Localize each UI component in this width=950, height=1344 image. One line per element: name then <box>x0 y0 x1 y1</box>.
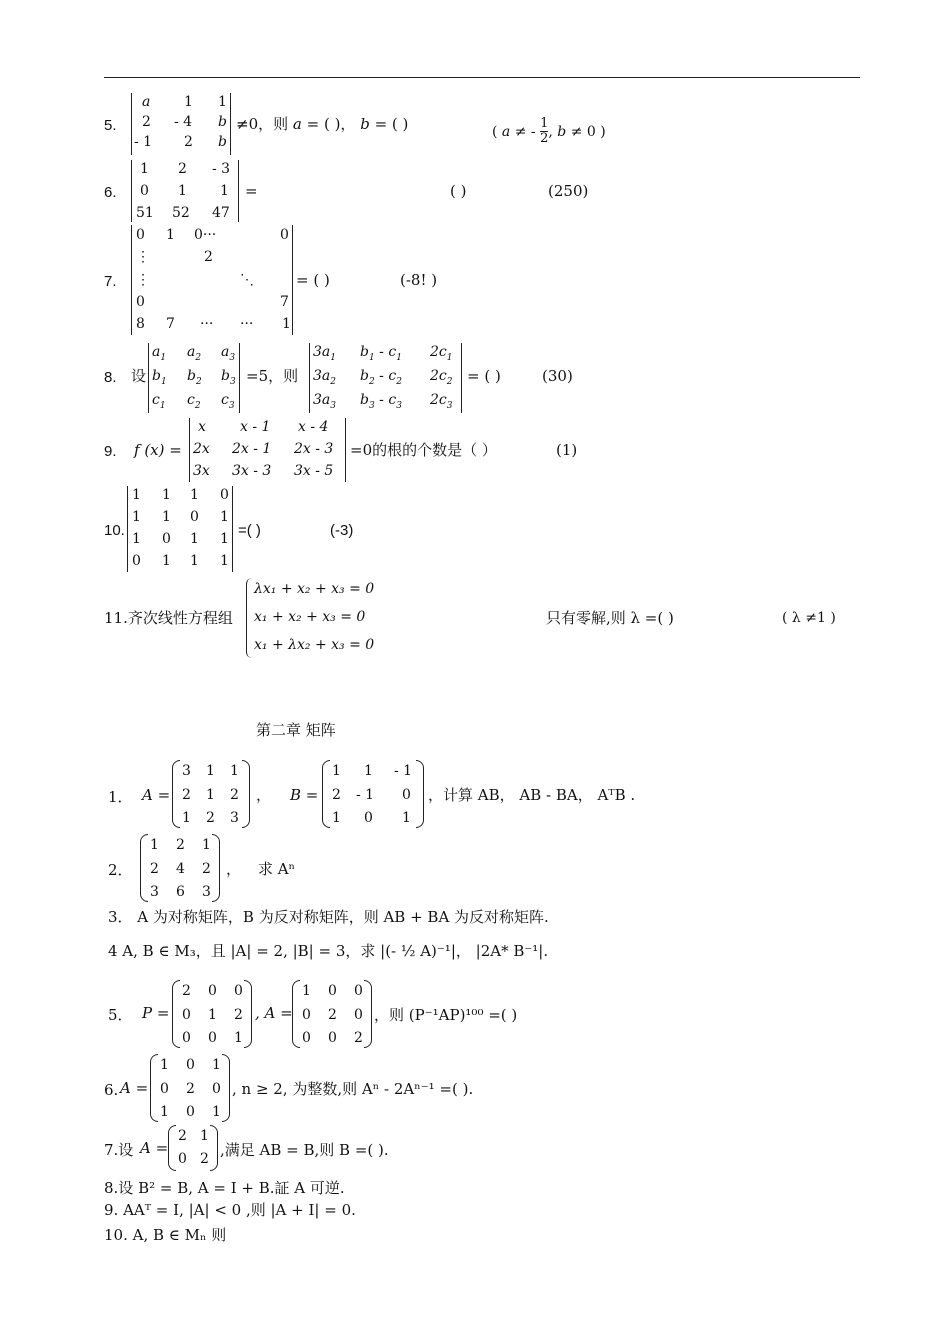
problem-9-text: =0的根的个数是（ ） <box>350 441 497 459</box>
problem-11-eq-1: λx₁ + x₂ + x₃ = 0 <box>254 581 375 597</box>
problem-9-number: 9. <box>104 443 117 460</box>
problem-5-text: ≠0，则 a = ( )， b = ( ) <box>236 115 409 133</box>
ch2-q5-text: ，则 (P⁻¹AP)¹⁰⁰ =( ) <box>374 1006 518 1024</box>
ch2-q7-number: 7.设 <box>104 1141 134 1159</box>
ch2-q3: 3． A 为对称矩阵，B 为反对称矩阵，则 AB + BA 为反对称矩阵. <box>108 908 549 926</box>
problem-11-eq-2: x₁ + x₂ + x₃ = 0 <box>254 609 366 625</box>
ch2-q10: 10. A, B ∈ Mₙ 则 <box>104 1226 227 1244</box>
ch2-q1-number: 1． <box>108 788 133 806</box>
problem-9-lhs: f (x) = <box>134 441 182 459</box>
problem-10-answer: (-3) <box>330 522 354 539</box>
problem-5-determinant: a 1 1 2 - 4 b - 1 2 b <box>131 93 231 155</box>
problem-7-answer: (-8! ) <box>400 271 438 289</box>
problem-8-answer: (30) <box>542 367 573 385</box>
ch2-q1-text: ，计算 AB， AB - BA， AᵀB . <box>428 786 636 804</box>
ch2-q8: 8.设 B² = B, A = I + B.証 A 可逆. <box>104 1179 345 1197</box>
problem-5-answer: ( a ≠ - $\frac{1}{2}$ , b ≠ 0 ) <box>492 116 606 147</box>
ch2-q7-text: ,满足 AB = B,则 B =( ). <box>220 1141 389 1159</box>
ch2-q5-matrix-a: 1 0 0 0 2 0 0 0 2 <box>292 980 372 1048</box>
ch2-q7-matrix-a: 2 1 0 2 <box>168 1125 218 1171</box>
problem-10-equals: =( ) <box>238 522 261 539</box>
problem-10-number: 10. <box>104 522 125 539</box>
ch2-q1-matrix-b: 1 1 - 1 2 - 1 0 1 0 1 <box>322 760 424 828</box>
problem-8-equals: = ( ) <box>467 367 501 385</box>
problem-8-determinant-left: $a_1$ $a_2$ $a_3$ $b_1$ $b_2$ $b_3$ $c_1$ $c_2$ $c_3$ <box>148 343 240 413</box>
problem-6-number: 6. <box>104 184 117 201</box>
problem-11-eq-3: x₁ + λx₂ + x₃ = 0 <box>254 637 375 653</box>
problem-8-number: 8. <box>104 369 117 386</box>
problem-9-determinant: x x - 1 x - 4 2x 2x - 1 2x - 3 3x 3x - 3 3x - 5 <box>189 418 346 482</box>
problem-11-condition: 只有零解,则 λ =( ) <box>546 609 674 627</box>
problem-7-equals: = ( ) <box>296 271 330 289</box>
problem-8-determinant-right: $3a_1$ $b_1 - c_1$ $2c_1$ $3a_2$ $b_2 - c_2$ $2c_2$ $3a_3$ $b_3 - c_3$ $2c_3$ <box>309 343 462 413</box>
ch2-q2-text: 求 Aⁿ <box>258 860 296 878</box>
ch2-q6-matrix-a: 1 0 1 0 2 0 1 0 1 <box>150 1054 230 1122</box>
ch2-q5-matrix-p: 2 0 0 0 1 2 0 0 1 <box>172 980 252 1048</box>
problem-8-prefix: 设 <box>131 367 147 385</box>
problem-6-answer: (250) <box>548 182 589 200</box>
ch2-q6-text: , n ≥ 2, 为整数,则 Aⁿ - 2Aⁿ⁻¹ =( ). <box>232 1080 474 1098</box>
ch2-q1-b-label: B = <box>290 786 319 804</box>
problem-8-given: =5，则 <box>246 367 299 385</box>
header-rule <box>104 77 860 78</box>
ch2-q9: 9. AAᵀ = I, |A| < 0 ,则 |A + I| = 0. <box>104 1201 356 1219</box>
ch2-q1-a-label: A = <box>142 786 171 804</box>
problem-11-number: 11.齐次线性方程组 <box>104 609 233 627</box>
problem-5-number: 5. <box>104 117 117 134</box>
ch2-q4: 4 A, B ∈ M₃，且 |A| = 2, |B| = 3，求 |(- ½ A)⁻¹|， |2A* B⁻¹|. <box>108 942 549 960</box>
problem-9-answer: (1) <box>556 441 578 459</box>
ch2-q1-matrix-a: 3 1 1 2 1 2 1 2 3 <box>172 760 250 828</box>
chapter-2-title: 第二章 矩阵 <box>256 721 336 739</box>
problem-6-determinant: 1 2 - 3 0 1 1 51 52 47 <box>131 160 239 222</box>
problem-10-determinant: 1 1 1 0 1 1 0 1 1 0 1 1 0 1 1 1 <box>127 486 233 572</box>
ch2-q5-number: 5． <box>108 1006 133 1024</box>
problem-7-number: 7. <box>104 273 117 290</box>
ch2-q2-number: 2． <box>108 861 133 879</box>
problem-7-determinant: 0 1 0··· 0 ⋮ 2 ⋮ ⋱ 0 7 8 7 ··· ··· 1 <box>131 225 293 335</box>
ch2-q2-matrix: 1 2 1 2 4 2 3 6 3 <box>140 834 220 902</box>
problem-6-blank: ( ) <box>450 182 467 200</box>
problem-11-answer: ( λ ≠1 ) <box>782 610 836 626</box>
ch2-q6-number: 6. <box>104 1081 119 1099</box>
problem-6-equals: = <box>245 182 258 200</box>
